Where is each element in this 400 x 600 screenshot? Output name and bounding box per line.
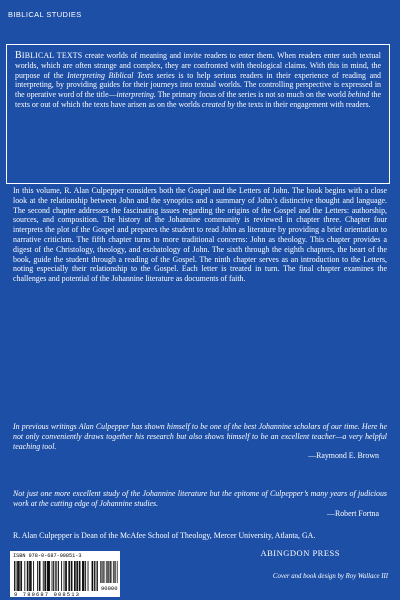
praise-quote-text: In previous writings Alan Culpepper has shown himself to be one of the best Johannine scholars of our time. Here he not only conveniently draws together his research but also shows himself to be an excellent teacher—a very helpful teaching tool. <box>13 422 387 451</box>
barcode-bar <box>24 561 25 591</box>
series-dropcap: B <box>15 50 22 61</box>
barcode <box>10 551 120 597</box>
praise-quote-2 <box>13 489 387 519</box>
isbn-text: ISBN 978-0-687-00851-3 <box>13 553 82 559</box>
barcode-bar <box>85 561 86 591</box>
barcode-bar <box>27 561 28 591</box>
series-description-box <box>6 44 390 184</box>
author-bio-block <box>13 531 387 541</box>
barcode-bar <box>56 561 57 591</box>
barcode-bar <box>68 561 69 591</box>
barcode-bar <box>45 561 46 591</box>
barcode-bar <box>28 561 29 591</box>
barcode-bar <box>39 561 40 591</box>
barcode-bar <box>83 561 84 591</box>
barcode-bar <box>48 561 49 591</box>
praise-quote-author: —Raymond E. Brown <box>308 451 379 461</box>
series-text-1: create worlds of meaning and invite readers to enter them. When readers enter such textual worlds, which are often strange and complex, they are confronted with theological claims. With this in mind, the purpose of the <box>15 51 381 80</box>
barcode-bar <box>84 561 85 591</box>
barcode-bar <box>96 561 97 591</box>
barcode-bar <box>69 561 70 591</box>
design-credit: Cover and book design by Roy Wallace III <box>272 573 388 580</box>
barcode-bar <box>64 561 65 591</box>
barcode-bar <box>49 561 50 591</box>
barcode-bar <box>44 561 45 591</box>
barcode-bar <box>82 561 83 591</box>
series-text-4: the texts or out of which the texts have arisen as on the worlds <box>15 90 381 109</box>
series-text-3: The primary focus of the series is not so much on the world <box>155 90 348 100</box>
series-text-2: series is to help serious readers in their experience of reading and interpreting, by providing guides for their journeys into textual worlds. The controlling perspective is expressed in the operative word of the title— <box>15 70 381 100</box>
barcode-bar <box>75 561 76 591</box>
series-text-5: the texts in their engagement with readers. <box>234 99 371 109</box>
author-bio: R. Alan Culpepper is Dean of the McAfee School of Theology, Mercer University, Atlanta, GA. <box>13 531 316 540</box>
series-description <box>15 51 381 110</box>
barcode-bar <box>88 561 89 591</box>
ean-digits: 9 780687 008513 <box>14 591 81 598</box>
book-description-block <box>13 186 387 284</box>
barcode-bar <box>58 561 59 591</box>
barcode-bar <box>19 561 20 591</box>
series-word: interpreting. <box>116 90 156 100</box>
barcode-bar <box>21 561 22 591</box>
price-digits: 90000 <box>101 585 118 592</box>
series-behind: behind <box>347 90 370 100</box>
series-smallcaps: IBLICAL TEXTS <box>21 51 83 60</box>
publisher-name: ABINGDON PRESS <box>260 548 340 558</box>
barcode-bar <box>33 561 34 591</box>
barcode-bar <box>37 561 38 591</box>
praise-quote-text: Not just one more excellent study of the Johannine literature but the epitome of Culpepper’s many years of judicious work at the cutting edge of Johannine studies. <box>13 489 387 508</box>
barcode-bar <box>31 561 32 591</box>
barcode-bar <box>40 561 41 591</box>
barcode-bar <box>74 561 75 591</box>
barcode-bar <box>17 561 18 591</box>
barcode-bar <box>92 561 93 591</box>
barcode-bar <box>18 561 19 591</box>
barcode-bar <box>61 561 62 591</box>
book-description: In this volume, R. Alan Culpepper considers both the Gospel and the Letters of John. The book begins with a close look at the relationship between John and the synoptics and a summary of John’s distinctive thought and language. The second chapter addresses the fascinating issues regarding the origins of the Gospel and the Letters: authorship, sources, and composition. The history of the Johannine community is reviewed in chapter three. Chapter four interprets the plot of the Gospel and prepares the student to read John as literature by providing a brief orientation to narrative criticism. The fifth chapter turns to more traditional concerns: John as theology. This chapter provides a digest of the Christology, theology, and eschatology of John. The sixth through the eighth chapters, the heart of the book, guide the student through a reading of the Gospel. The ninth chapter serves as an introduction to the Letters, noting especially their relationship to the Gospel. Each letter is treated in turn. The final chapter examines the challenges and potential of the Johannine literature as documents of faith. <box>13 186 387 284</box>
barcode-bar <box>65 561 66 591</box>
barcode-bar <box>20 561 21 591</box>
barcode-bar <box>16 561 17 591</box>
series-label: BIBLICAL STUDIES <box>8 10 82 19</box>
series-created-by: created by <box>201 99 235 109</box>
barcode-bar <box>43 561 44 591</box>
barcode-bar <box>30 561 31 591</box>
barcode-bar <box>94 561 95 591</box>
barcode-bar <box>48 561 49 591</box>
series-name: Interpreting Biblical Texts <box>67 70 154 80</box>
price-barcode <box>100 561 118 583</box>
barcode-bar <box>14 561 15 591</box>
barcode-bar <box>53 561 54 591</box>
barcode-bar <box>55 561 56 591</box>
barcode-bar <box>52 561 53 591</box>
barcode-bar <box>76 561 77 591</box>
barcode-bar <box>79 561 80 591</box>
praise-quote-author: —Robert Fortna <box>327 508 379 518</box>
barcode-bar <box>77 561 78 591</box>
barcode-bar <box>29 561 30 591</box>
barcode-bar <box>66 561 67 591</box>
barcode-bar <box>47 561 48 591</box>
ean-barcode <box>14 561 98 591</box>
barcode-bar <box>80 561 81 591</box>
barcode-bar <box>97 561 98 591</box>
barcode-bar <box>71 561 72 591</box>
praise-quote-1 <box>13 422 387 461</box>
barcode-bar <box>92 561 93 591</box>
barcode-bar <box>72 561 73 591</box>
